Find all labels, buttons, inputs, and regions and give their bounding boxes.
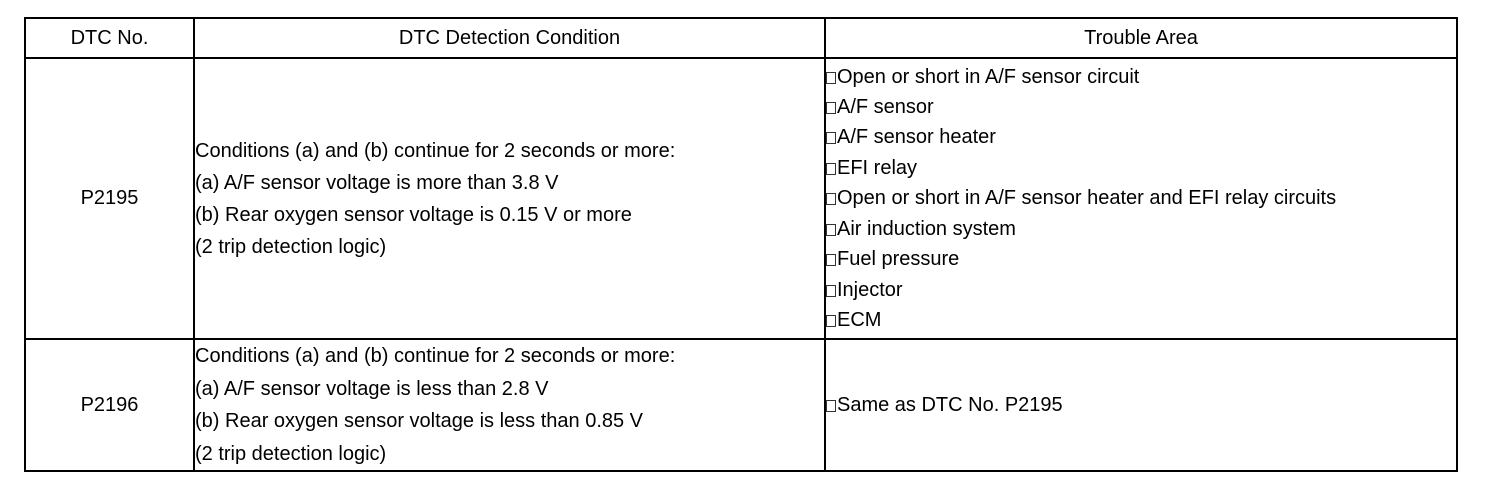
table-row <box>25 339 1457 471</box>
condition-line: (b) Rear oxygen sensor voltage is 0.15 V or more <box>195 203 632 226</box>
checkbox-icon <box>826 132 836 144</box>
trouble-area-item <box>826 394 1456 417</box>
trouble-area-text: ECM <box>837 308 882 331</box>
trouble-area-item <box>826 244 1456 274</box>
trouble-area-item <box>826 62 1456 92</box>
trouble-area-text: Fuel pressure <box>837 248 960 271</box>
checkbox-icon <box>826 315 836 327</box>
detection-condition-cell <box>194 58 825 339</box>
trouble-area-text: Injector <box>837 278 903 301</box>
trouble-area-item <box>826 153 1456 183</box>
checkbox-icon <box>826 72 836 84</box>
header-dtc-no: DTC No. <box>25 18 194 58</box>
dtc-table <box>24 17 1458 472</box>
trouble-area-text: Same as DTC No. P2195 <box>837 393 1063 416</box>
trouble-area-item <box>826 275 1456 305</box>
trouble-area-item <box>826 183 1456 213</box>
checkbox-icon <box>826 193 836 205</box>
checkbox-icon <box>826 285 836 297</box>
condition-line: (2 trip detection logic) <box>195 442 387 465</box>
checkbox-icon <box>826 102 836 114</box>
trouble-area-item <box>826 92 1456 122</box>
table-row <box>25 58 1457 339</box>
trouble-area-item <box>826 214 1456 244</box>
condition-line: Conditions (a) and (b) continue for 2 seconds or more: <box>195 139 676 162</box>
header-detection-condition: DTC Detection Condition <box>194 18 825 58</box>
trouble-area-cell <box>825 339 1457 471</box>
condition-line: (a) A/F sensor voltage is more than 3.8 V <box>195 171 559 194</box>
dtc-code-cell: P2196 <box>25 339 194 471</box>
checkbox-icon <box>826 400 836 412</box>
condition-line: Conditions (a) and (b) continue for 2 seconds or more: <box>195 345 676 367</box>
header-trouble-area: Trouble Area <box>825 18 1457 58</box>
condition-line: (b) Rear oxygen sensor voltage is less than 0.85 V <box>195 410 644 432</box>
trouble-area-text: A/F sensor heater <box>837 126 996 149</box>
trouble-area-item <box>826 305 1456 335</box>
dtc-code-cell: P2195 <box>25 58 194 339</box>
trouble-area-text: Open or short in A/F sensor circuit <box>837 65 1140 88</box>
condition-line: (a) A/F sensor voltage is less than 2.8 V <box>195 377 549 400</box>
trouble-area-text: A/F sensor <box>837 96 934 119</box>
trouble-area-text: Open or short in A/F sensor heater and EFI relay circuits <box>837 187 1337 210</box>
trouble-area-cell <box>825 58 1457 339</box>
condition-line: (2 trip detection logic) <box>195 235 387 258</box>
checkbox-icon <box>826 254 836 266</box>
checkbox-icon <box>826 163 836 175</box>
trouble-area-item <box>826 122 1456 152</box>
trouble-area-text: Air induction system <box>837 217 1016 240</box>
trouble-area-text: EFI relay <box>837 156 918 179</box>
detection-condition-cell <box>194 339 825 471</box>
checkbox-icon <box>826 224 836 236</box>
table-header-row <box>25 18 1457 58</box>
